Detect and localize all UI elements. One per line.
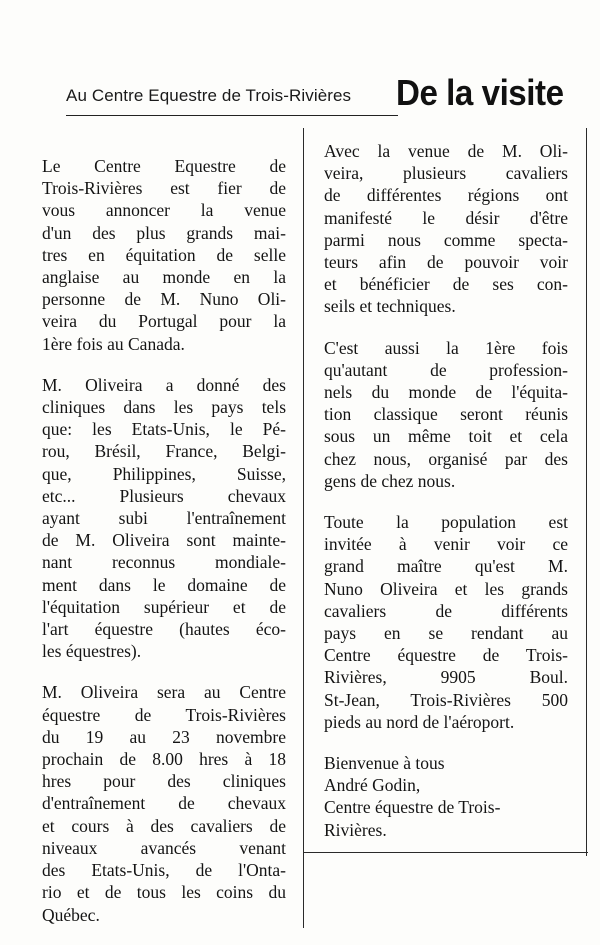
text-line: C'est aussi la 1ère fois bbox=[324, 337, 568, 358]
text-line: hres pour des cliniques bbox=[42, 771, 286, 792]
text-line: ayant subi l'entraînement bbox=[42, 508, 286, 529]
text-line: Toute la population est bbox=[324, 512, 568, 533]
text-line: niveaux avancés venant bbox=[42, 837, 286, 858]
text-line: et bénéficier de ses con- bbox=[324, 274, 568, 295]
text-line: personne de M. Nuno Oli- bbox=[42, 289, 286, 310]
signoff-org-line-1: Centre équestre de Trois- bbox=[324, 797, 501, 818]
text-line: Avec la venue de M. Oli- bbox=[324, 141, 568, 161]
signoff-name: André Godin, bbox=[324, 775, 421, 796]
text-line: pays en se rendant au bbox=[324, 623, 568, 644]
text-line: grand maître qu'est M. bbox=[324, 556, 568, 577]
text-line: St-Jean, Trois-Rivières 500 bbox=[324, 689, 568, 710]
text-line: M. Oliveira a donné des bbox=[42, 374, 286, 395]
text-line: pieds au nord de l'aéroport. bbox=[324, 711, 515, 732]
text-line: cliniques dans les pays tels bbox=[42, 397, 286, 418]
text-line: gens de chez nous. bbox=[324, 470, 456, 491]
text-line: des Etats-Unis, de l'Onta- bbox=[42, 860, 286, 881]
text-line: nant reconnus mondiale- bbox=[42, 552, 286, 573]
text-line: chez nous, organisé par des bbox=[324, 448, 568, 469]
text-line: manifesté le désir d'être bbox=[324, 207, 568, 228]
text-line: de M. Oliveira sont mainte- bbox=[42, 530, 286, 551]
text-line: sous un même toit et cela bbox=[324, 426, 568, 447]
text-line: ment dans le domaine de bbox=[42, 574, 286, 595]
text-line: d'entraînement de chevaux bbox=[42, 793, 286, 814]
signoff-org-line-2: Rivières. bbox=[324, 819, 387, 840]
right-paragraph-3 bbox=[324, 511, 568, 733]
left-paragraph-3 bbox=[42, 681, 286, 925]
article-header bbox=[66, 72, 586, 120]
text-line: 1ère fois au Canada. bbox=[42, 333, 185, 354]
right-column bbox=[324, 140, 568, 860]
text-line: etc... Plusieurs chevaux bbox=[42, 485, 286, 506]
text-line: tion classique seront réunis bbox=[324, 404, 568, 425]
text-line: anglaise au monde en la bbox=[42, 267, 286, 288]
text-line: Rivières, 9905 Boul. bbox=[324, 667, 568, 688]
text-line: cavaliers de différents bbox=[324, 600, 568, 621]
text-line: Le Centre Equestre de bbox=[42, 156, 286, 176]
text-line: du 19 au 23 novembre bbox=[42, 726, 286, 747]
article-headline: De la visite bbox=[396, 72, 564, 113]
text-line: que: les Etats-Unis, le Pé- bbox=[42, 419, 286, 440]
article-kicker: Au Centre Equestre de Trois-Rivières bbox=[66, 86, 352, 105]
text-line: parmi nous comme specta- bbox=[324, 229, 568, 250]
text-line: nels du monde de l'équita- bbox=[324, 382, 568, 403]
text-line: tres en équitation de selle bbox=[42, 244, 286, 265]
text-line: Québec. bbox=[42, 904, 100, 925]
text-line: d'un des plus grands mai- bbox=[42, 222, 286, 243]
box-right-border bbox=[586, 128, 587, 856]
signoff bbox=[324, 752, 568, 841]
left-column bbox=[42, 155, 286, 945]
text-line: l'équitation supérieur et de bbox=[42, 596, 286, 617]
right-paragraph-1 bbox=[324, 140, 568, 318]
text-line: prochain de 8.00 hres à 18 bbox=[42, 749, 286, 770]
text-line: qu'autant de profession- bbox=[324, 359, 568, 380]
text-line: équestre de Trois-Rivières bbox=[42, 704, 286, 725]
right-paragraph-2 bbox=[324, 337, 568, 492]
text-line: seils et techniques. bbox=[324, 296, 456, 317]
text-line: les équestres). bbox=[42, 641, 142, 662]
left-paragraph-2 bbox=[42, 374, 286, 663]
text-line: vous annoncer la venue bbox=[42, 200, 286, 221]
text-line: teurs afin de pouvoir voir bbox=[324, 252, 568, 273]
text-line: rio et de tous les coins du bbox=[42, 882, 286, 903]
text-line: rou, Brésil, France, Belgi- bbox=[42, 441, 286, 462]
text-line: invitée à venir voir ce bbox=[324, 534, 568, 555]
text-line: de différentes régions ont bbox=[324, 185, 568, 206]
text-line: et cours à des cavaliers de bbox=[42, 815, 286, 836]
text-line: Nuno Oliveira et les grands bbox=[324, 578, 568, 599]
left-paragraph-1 bbox=[42, 155, 286, 355]
text-line: veira, plusieurs cavaliers bbox=[324, 163, 568, 184]
text-line: l'art équestre (hautes éco- bbox=[42, 619, 286, 640]
text-line: que, Philippines, Suisse, bbox=[42, 463, 286, 484]
text-line: veira du Portugal pour la bbox=[42, 311, 286, 332]
column-divider bbox=[303, 128, 304, 928]
signoff-greeting: Bienvenue à tous bbox=[324, 753, 445, 774]
text-line: Centre équestre de Trois- bbox=[324, 645, 568, 666]
text-line: Trois-Rivières est fier de bbox=[42, 178, 286, 199]
header-underline bbox=[66, 115, 398, 116]
text-line: M. Oliveira sera au Centre bbox=[42, 682, 286, 703]
